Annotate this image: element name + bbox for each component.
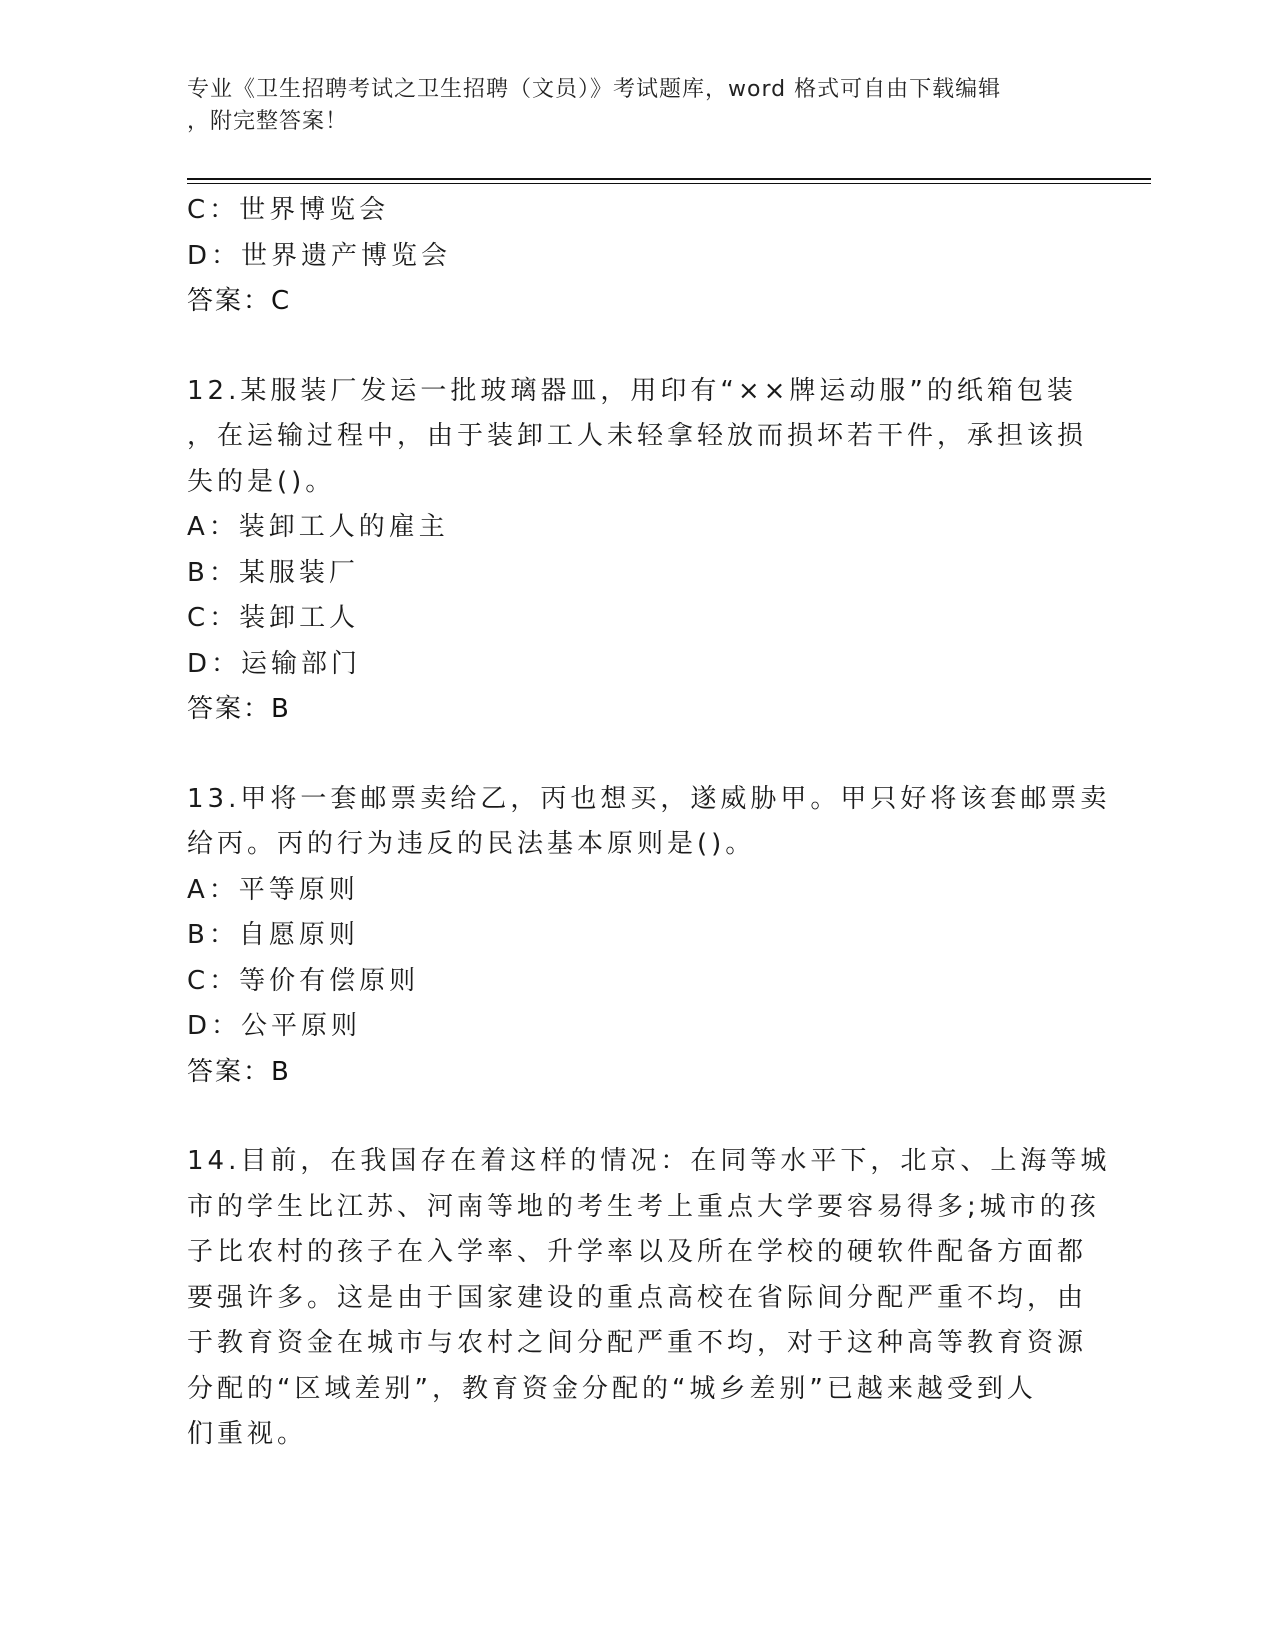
question-line: 12.某服装厂发运一批玻璃器皿，用印有“××牌运动服”的纸箱包装	[187, 375, 1077, 406]
question-line: 要强许多。这是由于国家建设的重点高校在省际间分配严重不均，由	[187, 1282, 1088, 1313]
question-line: 们重视。	[187, 1419, 308, 1449]
option-a: A：平等原则	[187, 874, 359, 905]
question-line: 失的是()。	[187, 466, 336, 497]
question-line: 给丙。丙的行为违反的民法基本原则是()。	[187, 829, 756, 859]
question-text	[187, 369, 1088, 506]
question-12	[187, 369, 1087, 733]
header-line-1: 专业《卫生招聘考试之卫生招聘（文员）》考试题库，word 格式可自由下载编辑	[187, 77, 1002, 102]
question-line: 分配的“区域差别”，教育资金分配的“城乡差别”已越来越受到人	[187, 1373, 1037, 1404]
question-11	[187, 188, 1087, 325]
option-d: D：公平原则	[187, 1011, 362, 1041]
header-divider-thick	[187, 178, 1151, 180]
question-13	[187, 777, 1111, 1096]
header-line-2: ，附完整答案！	[187, 109, 349, 134]
spacer	[187, 733, 1087, 777]
option-c: C：等价有偿原则	[187, 965, 420, 996]
option-d: D：运输部门	[187, 648, 362, 679]
question-14	[187, 1139, 1111, 1458]
question-text	[187, 1139, 1111, 1458]
option-a: A：装卸工人的雇主	[187, 512, 449, 542]
question-line: 市的学生比江苏、河南等地的考生考上重点大学要容易得多;城市的孩	[187, 1191, 1100, 1222]
question-line: 14.目前，在我国存在着这样的情况：在同等水平下，北京、上海等城	[187, 1146, 1111, 1176]
answer: 答案：C	[187, 286, 292, 316]
document-header	[187, 74, 1067, 138]
spacer	[187, 1095, 1087, 1139]
option-b: B：某服装厂	[187, 557, 359, 588]
question-line: 子比农村的孩子在入学率、升学率以及所在学校的硬软件配备方面都	[187, 1237, 1088, 1267]
header-divider-thin	[187, 183, 1151, 184]
question-line: 13.甲将一套邮票卖给乙，丙也想买，遂威胁甲。甲只好将该套邮票卖	[187, 783, 1111, 814]
option-d: D：世界遗产博览会	[187, 240, 452, 271]
option-c: C：装卸工人	[187, 603, 360, 633]
answer: 答案：B	[187, 1056, 291, 1087]
option-c: C：世界博览会	[187, 195, 390, 225]
spacer	[187, 325, 1087, 369]
question-line: ，在运输过程中，由于装卸工人未轻拿轻放而损坏若干件，承担该损	[187, 421, 1088, 451]
option-b: B：自愿原则	[187, 920, 359, 950]
answer: 答案：B	[187, 694, 291, 724]
question-line: 于教育资金在城市与农村之间分配严重不均，对于这种高等教育资源	[187, 1328, 1088, 1358]
question-text	[187, 777, 1111, 868]
question-content	[187, 188, 1111, 1458]
